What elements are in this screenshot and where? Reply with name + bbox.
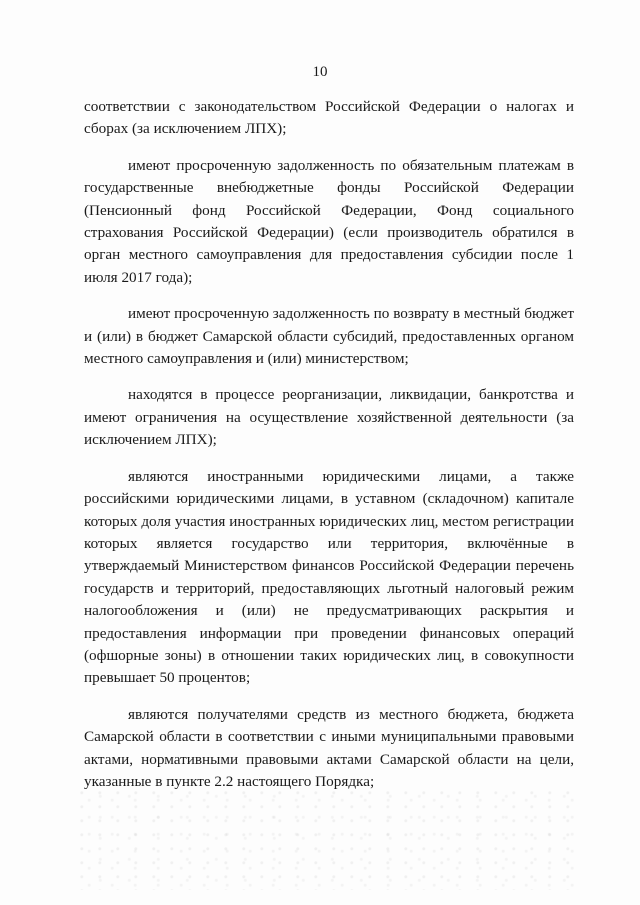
scan-noise [80,790,580,890]
paragraph-overdue-extrabudgetary-funds: имеют просроченную задолженность по обязательным платежам в государственные внебюджетные фонды Российской Федерации (Пенсионный фонд Российской Федерации, Фонд социального страхования Российской Федерации) (если производитель обратился в орган местного самоуправления для предоставления субсидии после 1 июля 2017 года); [84,156,574,286]
paragraph-overdue-subsidy-return: имеют просроченную задолженность по возврату в местный бюджет и (или) в бюджет Самарской области субсидий, предоставленных органом местного самоуправления и (или) министерством; [84,305,574,368]
paragraph-foreign-entities: являются иностранными юридическими лицами, а также российскими юридическими лицами, в уставном (складочном) капитале которых доля участия иностранных юридических лиц, местом регистрации которых является государство или территория, включённые в утверждаемый Министерством финансов Российской Федерации перечень государств и территорий, предоставляющих льготный налоговый режим налогообложения и (или) не предусматривающих раскрытия и предоставления информации при проведении финансовых операций (офшорные зоны) в отношении таких юридических лиц, в совокупности превышает 50 процентов; [84,467,574,687]
document-body [84,96,574,807]
paragraph-continuation: соответствии с законодательством Российской Федерации о налогах и сборах (за исключением ЛПХ); [84,98,574,138]
paragraph-reorganization: находятся в процессе реорганизации, ликвидации, банкротства и имеют ограничения на осуществление хозяйственной деятельности (за исключением ЛПХ); [84,386,574,449]
page-number: 10 [312,64,328,80]
paragraph-other-recipients: являются получателями средств из местного бюджета, бюджета Самарской области в соответствии с иными муниципальными правовыми актами, нормативными правовыми актами Самарской области на цели, указанные в пункте 2.2 настоящего Порядка; [84,705,574,790]
